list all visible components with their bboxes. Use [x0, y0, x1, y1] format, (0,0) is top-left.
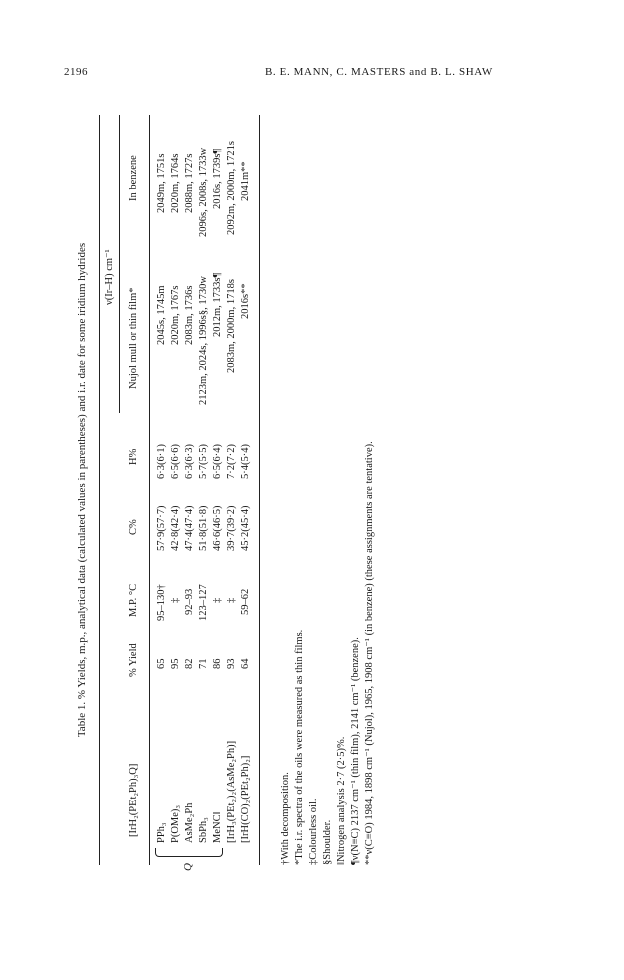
header-compound: [IrH₂(PEt₂Ph)₃Q]	[128, 763, 139, 837]
row-c: 42·8(42·4)	[170, 505, 181, 551]
row-nujol: 2083m, 2000m, 1718s	[226, 279, 237, 373]
header-benzene: In benzene	[128, 155, 139, 201]
row-compound: SbPh₃	[198, 817, 209, 843]
row-nujol: 2016s**	[240, 283, 251, 319]
row-mp: ‡	[226, 597, 237, 603]
row-h: 5·4(5·4)	[240, 444, 251, 479]
footnote: *The i.r. spectra of the oils were measured as thin films.	[294, 629, 305, 865]
footnote: §Shoulder.	[322, 819, 333, 865]
row-nujol: 2123m, 2024s, 1996s§, 1730w	[198, 276, 209, 405]
author-line: B. E. MANN, C. MASTERS and B. L. SHAW	[265, 66, 493, 78]
row-mp: 92–93	[184, 588, 195, 615]
footnote: ‡Colourless oil.	[308, 798, 319, 865]
row-benzene: 2016s, 1739s¶	[212, 148, 223, 209]
row-benzene: 2088m, 1727s	[184, 153, 195, 213]
header-c: C%	[128, 519, 139, 535]
row-h: 6·3(6·1)	[156, 444, 167, 479]
table-top-rule	[99, 115, 100, 865]
q-brace	[155, 848, 223, 857]
footnote: ‖Nitrogen analysis 2·7 (2·5)%.	[336, 736, 347, 865]
row-yield: 86	[212, 658, 223, 669]
ir-group-header: ν(Ir–H) cm⁻¹	[104, 249, 115, 305]
row-mp: ‡	[212, 597, 223, 603]
row-compound: AsMe₂Ph	[184, 802, 195, 843]
row-c: 47·4(47·4)	[184, 505, 195, 551]
row-compound: MeNC‖	[212, 811, 223, 843]
header-yield: % Yield	[128, 643, 139, 677]
row-benzene: 2020m, 1764s	[170, 153, 181, 213]
row-yield: 82	[184, 658, 195, 669]
row-yield: 71	[198, 658, 209, 669]
row-c: 51·8(51·8)	[198, 505, 209, 551]
row-h: 6·5(6·4)	[212, 444, 223, 479]
header-nujol: Nujol mull or thin film*	[128, 287, 139, 389]
row-c: 39·7(39·2)	[226, 505, 237, 551]
row-compound: [IrH(CO)₂(PEt₂Ph)₂]	[240, 755, 251, 843]
row-mp: 95–130†	[156, 584, 167, 621]
row-yield: 64	[240, 658, 251, 669]
row-benzene: 2041m**	[240, 161, 251, 201]
row-h: 6·5(6·6)	[170, 444, 181, 479]
row-c: 45·2(45·4)	[240, 505, 251, 551]
q-label: Q	[182, 863, 194, 871]
footnote: ¶ν(N≡C) 2137 cm⁻¹ (thin film), 2141 cm⁻¹ (benzene).	[350, 637, 361, 865]
row-benzene: 2096s, 2008s, 1733w	[198, 147, 209, 237]
row-benzene: 2092m, 2000m, 1721s	[226, 141, 237, 235]
row-h: 7·2(7·2)	[226, 444, 237, 479]
row-yield: 65	[156, 658, 167, 669]
page-number: 2196	[64, 66, 88, 78]
row-yield: 95	[170, 658, 181, 669]
row-c: 57·9(57·7)	[156, 505, 167, 551]
row-nujol: 2020m, 1767s	[170, 285, 181, 345]
table-bottom-rule	[259, 115, 260, 865]
row-compound: P(OMe)₃	[170, 804, 181, 843]
rotated-table	[75, 115, 405, 871]
footnote: **ν(C≡O) 1984, 1898 cm⁻¹ (Nujol), 1965, 1908 cm⁻¹ (in benzene) (these assignments are tentative).	[364, 441, 375, 865]
table-caption: Table 1. % Yields, m.p., analytical data (calculated values in parentheses) and i.r. date for some iridium hydrides	[76, 242, 88, 738]
ir-group-underline	[119, 115, 120, 413]
row-mp: 59–62	[240, 588, 251, 615]
footnote: †With decomposition.	[280, 772, 291, 865]
row-mp: 123–127	[198, 584, 209, 621]
header-mp: M.P. °C	[128, 583, 139, 617]
row-compound: [IrH₃(PEt₂)₂(AsMe₂Ph)]	[226, 740, 237, 843]
header-h: H%	[128, 448, 139, 465]
row-yield: 93	[226, 658, 237, 669]
row-h: 5·7(5·5)	[198, 444, 209, 479]
row-nujol: 2045s, 1745m	[156, 285, 167, 345]
row-nujol: 2012m, 1733s¶	[212, 272, 223, 337]
row-nujol: 2083m, 1736s	[184, 285, 195, 345]
row-compound: PPh₃	[156, 822, 167, 843]
running-head	[0, 66, 624, 86]
row-c: 46·6(46·5)	[212, 505, 223, 551]
row-h: 6·3(6·3)	[184, 444, 195, 479]
row-benzene: 2049m, 1751s	[156, 153, 167, 213]
header-bottom-rule	[149, 115, 150, 865]
row-mp: ‡	[170, 597, 181, 603]
